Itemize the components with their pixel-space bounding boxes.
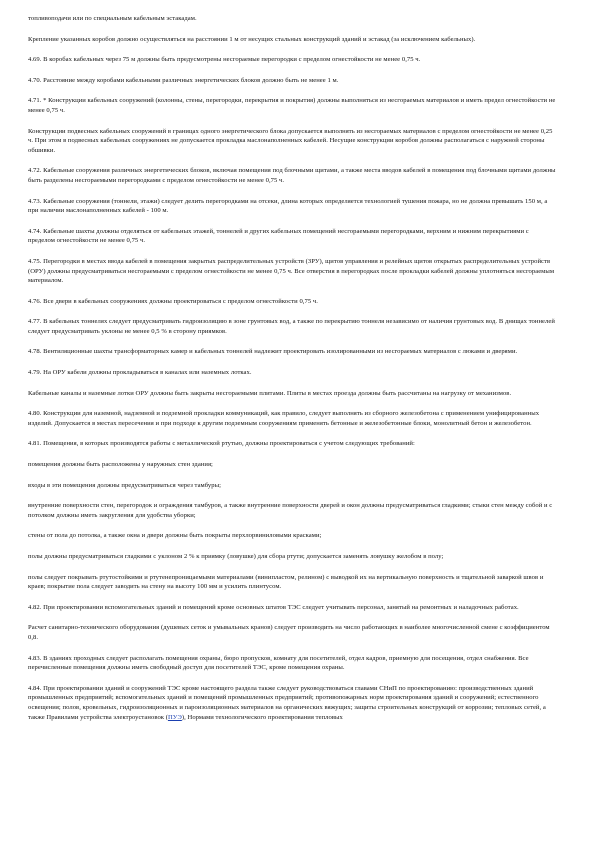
paragraph-6: 4.72. Кабельные сооружения различных энергетических блоков, включая помещения под блочными щитами, а также места вводов кабелей в помещения под блочными щитами должны быть разделены несгораемыми перегородками с пределом огнестойкости не менее 0,75 ч. xyxy=(28,167,556,184)
paragraph-17: помещения должны быть расположены у наружных стен здания; xyxy=(28,461,213,469)
paragraph-13: 4.79. На ОРУ кабели должны прокладываться в каналах или наземных лотках. xyxy=(28,369,252,377)
paragraph-19: внутренние поверхности стен, перегородок и ограждения тамбуров, а также внутренние поверхности дверей и окон должны предусматриваться гладкими; стыки стен между собой и с потолком должны иметь закругления для удобства уборки; xyxy=(28,502,553,519)
paragraph-20: стены от пола до потолка, а также окна и двери должны быть покрыты перхлорвиниловыми красками; xyxy=(28,532,322,540)
paragraph-11: 4.77. В кабельных тоннелях следует предусматривать гидроизоляцию в зоне грунтовых вод, а также по перекрытию тоннеля независимо от наличия грунтовых вод. В днищах тоннелей следует предусматривать уклоны не менее 0,5 % в сторону приямков. xyxy=(28,318,555,335)
paragraph-22: полы следует покрывать ртутостойкими и ртутенепроницаемыми материалами (винипластом, релином) с выводкой их на вертикальную поверхность и тщательной заваркой швов и краев; покрытие пола следует заводить на стену на высоту 100 мм и усилить плинтусом. xyxy=(28,573,544,591)
paragraph-7: 4.73. Кабельные сооружения (тоннели, этажи) следует делить перегородками на отсеки, длина которых определяется технологией тушения пожара, но не должна превышать 150 м, а при наличии маслонаполненных кабелей - 100 м. xyxy=(28,197,548,215)
paragraph-3: 4.70. Расстояние между коробами кабельными различных энергетических блоков должно быть не менее 1 м. xyxy=(28,76,339,84)
paragraph-4: 4.71. * Конструкции кабельных сооружений (колонны, стены, перегородки, перекрытия и покрытия) должны выполняться из несгораемых материалов и иметь предел огнестойкости не менее 0,75 ч. xyxy=(28,97,556,114)
paragraph-21: полы должны предусматриваться гладкими с уклоном 2 % к приямку (ловушке) для сбора ртути; допускается заменять ловушку желобом в полу; xyxy=(28,553,444,560)
pue-link[interactable]: ПУЭ xyxy=(168,713,182,721)
paragraph-1: Крепление указанных коробов должно осуществляться на расстоянии 1 м от несущих стальных конструкций зданий и эстакад (за исключением кабельных). xyxy=(28,35,476,43)
paragraph-12: 4.78. Вентиляционные шахты трансформаторных камер и кабельных тоннелей надлежит проектировать изолированными из несгораемых материалов с люками и дверями. xyxy=(28,348,518,356)
paragraph-15: 4.80. Конструкции для наземной, надземной и подземной прокладки коммуникаций, как правило, следует выполнять из сборного железобетона с применением унифицированных изделий. Допускается в местах пересечения и при подходе к другим подземным сооружениям применять бетонные и железобетонные блоки, монолитный бетон и железобетон. xyxy=(28,410,540,427)
paragraph-16: 4.81. Помещения, в которых производятся работы с металлической ртутью, должны проектироваться с учетом следующих требований: xyxy=(28,440,415,448)
paragraph-18: входы в эти помещения должны предусматриваться через тамбуры; xyxy=(28,481,221,489)
paragraph-10: 4.76. Все двери в кабельных сооружениях должны проектироваться с пределом огнестойкости 0,75 ч. xyxy=(28,297,318,305)
paragraph-25: 4.83. В зданиях проходных следует располагать помещения охраны, бюро пропусков, комнату для посетителей, отдел кадров, приемную для посещения, отдел снабжения. Все перечисленные помещения должны иметь свободный доступ для посетителей ТЭС, кроме помещения охраны. xyxy=(28,654,529,672)
paragraph-8: 4.74. Кабельные шахты должны отделяться от кабельных этажей, тоннелей и других кабельных помещений несгораемыми перегородками, верхним и нижним перекрытиями с пределом огнестойкости не менее 0,75 ч. xyxy=(28,227,529,245)
paragraph-26-text-after: ), Нормами технологического проектирования тепловых xyxy=(181,713,343,721)
paragraph-23: 4.82. При проектировании вспомогательных зданий и помещений кроме основных штатов ТЭС следует учитывать персонал, занятый на ремонтных и наладочных работах. xyxy=(28,603,519,611)
paragraph-14: Кабельные каналы и наземные лотки ОРУ должны быть закрыты несгораемыми плитами. Плиты в местах проезда должны быть рассчитаны на нагрузку от механизмов. xyxy=(28,389,512,397)
paragraph-26-text-before: 4.84. При проектировании зданий и сооружений ТЭС кроме настоящего раздела также следует руководствоваться главами СНиП по проектированию: производственных зданий промышленных предприятий; вспомогательных зданий и помещений промышленных предприятий; противопожарных норм проектирования зданий и сооружений; естественного освещения; полов, кровельных, гидроизоляционных и пароизоляционных материалов на органических вяжущих; защиты строительных конструкций от коррозии; тепловых сетей, а также Правилами устройства электроустановок ( xyxy=(28,684,546,721)
paragraph-2: 4.69. В коробах кабельных через 75 м должны быть предусмотрены несгораемые перегородки с пределом огнестойкости не менее 0,75 ч. xyxy=(28,56,421,64)
paragraph-24: Расчет санитарно-технического оборудования (душевых сеток и умывальных кранов) следует производить на число работающих в наиболее многочисленной смене с коэффициентом 0,8. xyxy=(28,624,550,641)
paragraph-0: топливоподачи или по специальным кабельным эстакадам. xyxy=(28,15,197,22)
paragraph-9: 4.75. Перегородки в местах ввода кабелей в помещения закрытых распределительных устройств (ЗРУ), щитов управления и релейных щитов открытых распределительных устройств (ОРУ) должны предусматриваться несгораемыми с пределом огнестойкости не менее 0,75 ч. Все отверстия в перегородках после прокладки кабелей должны уплотняться несгораемым материалом. xyxy=(28,257,555,285)
paragraph-26 xyxy=(28,684,557,722)
paragraph-5: Конструкции подвесных кабельных сооружений в границах одного энергетического блока допускается выполнять из несгораемых материалов с пределом огнестойкости не менее 0,25 ч. При этом в подвесных кабельных сооружениях не допускается прокладка маслонаполненных кабелей. Несущие конструкции коробов должны располагаться с наружной стороны обшивки. xyxy=(28,127,553,154)
